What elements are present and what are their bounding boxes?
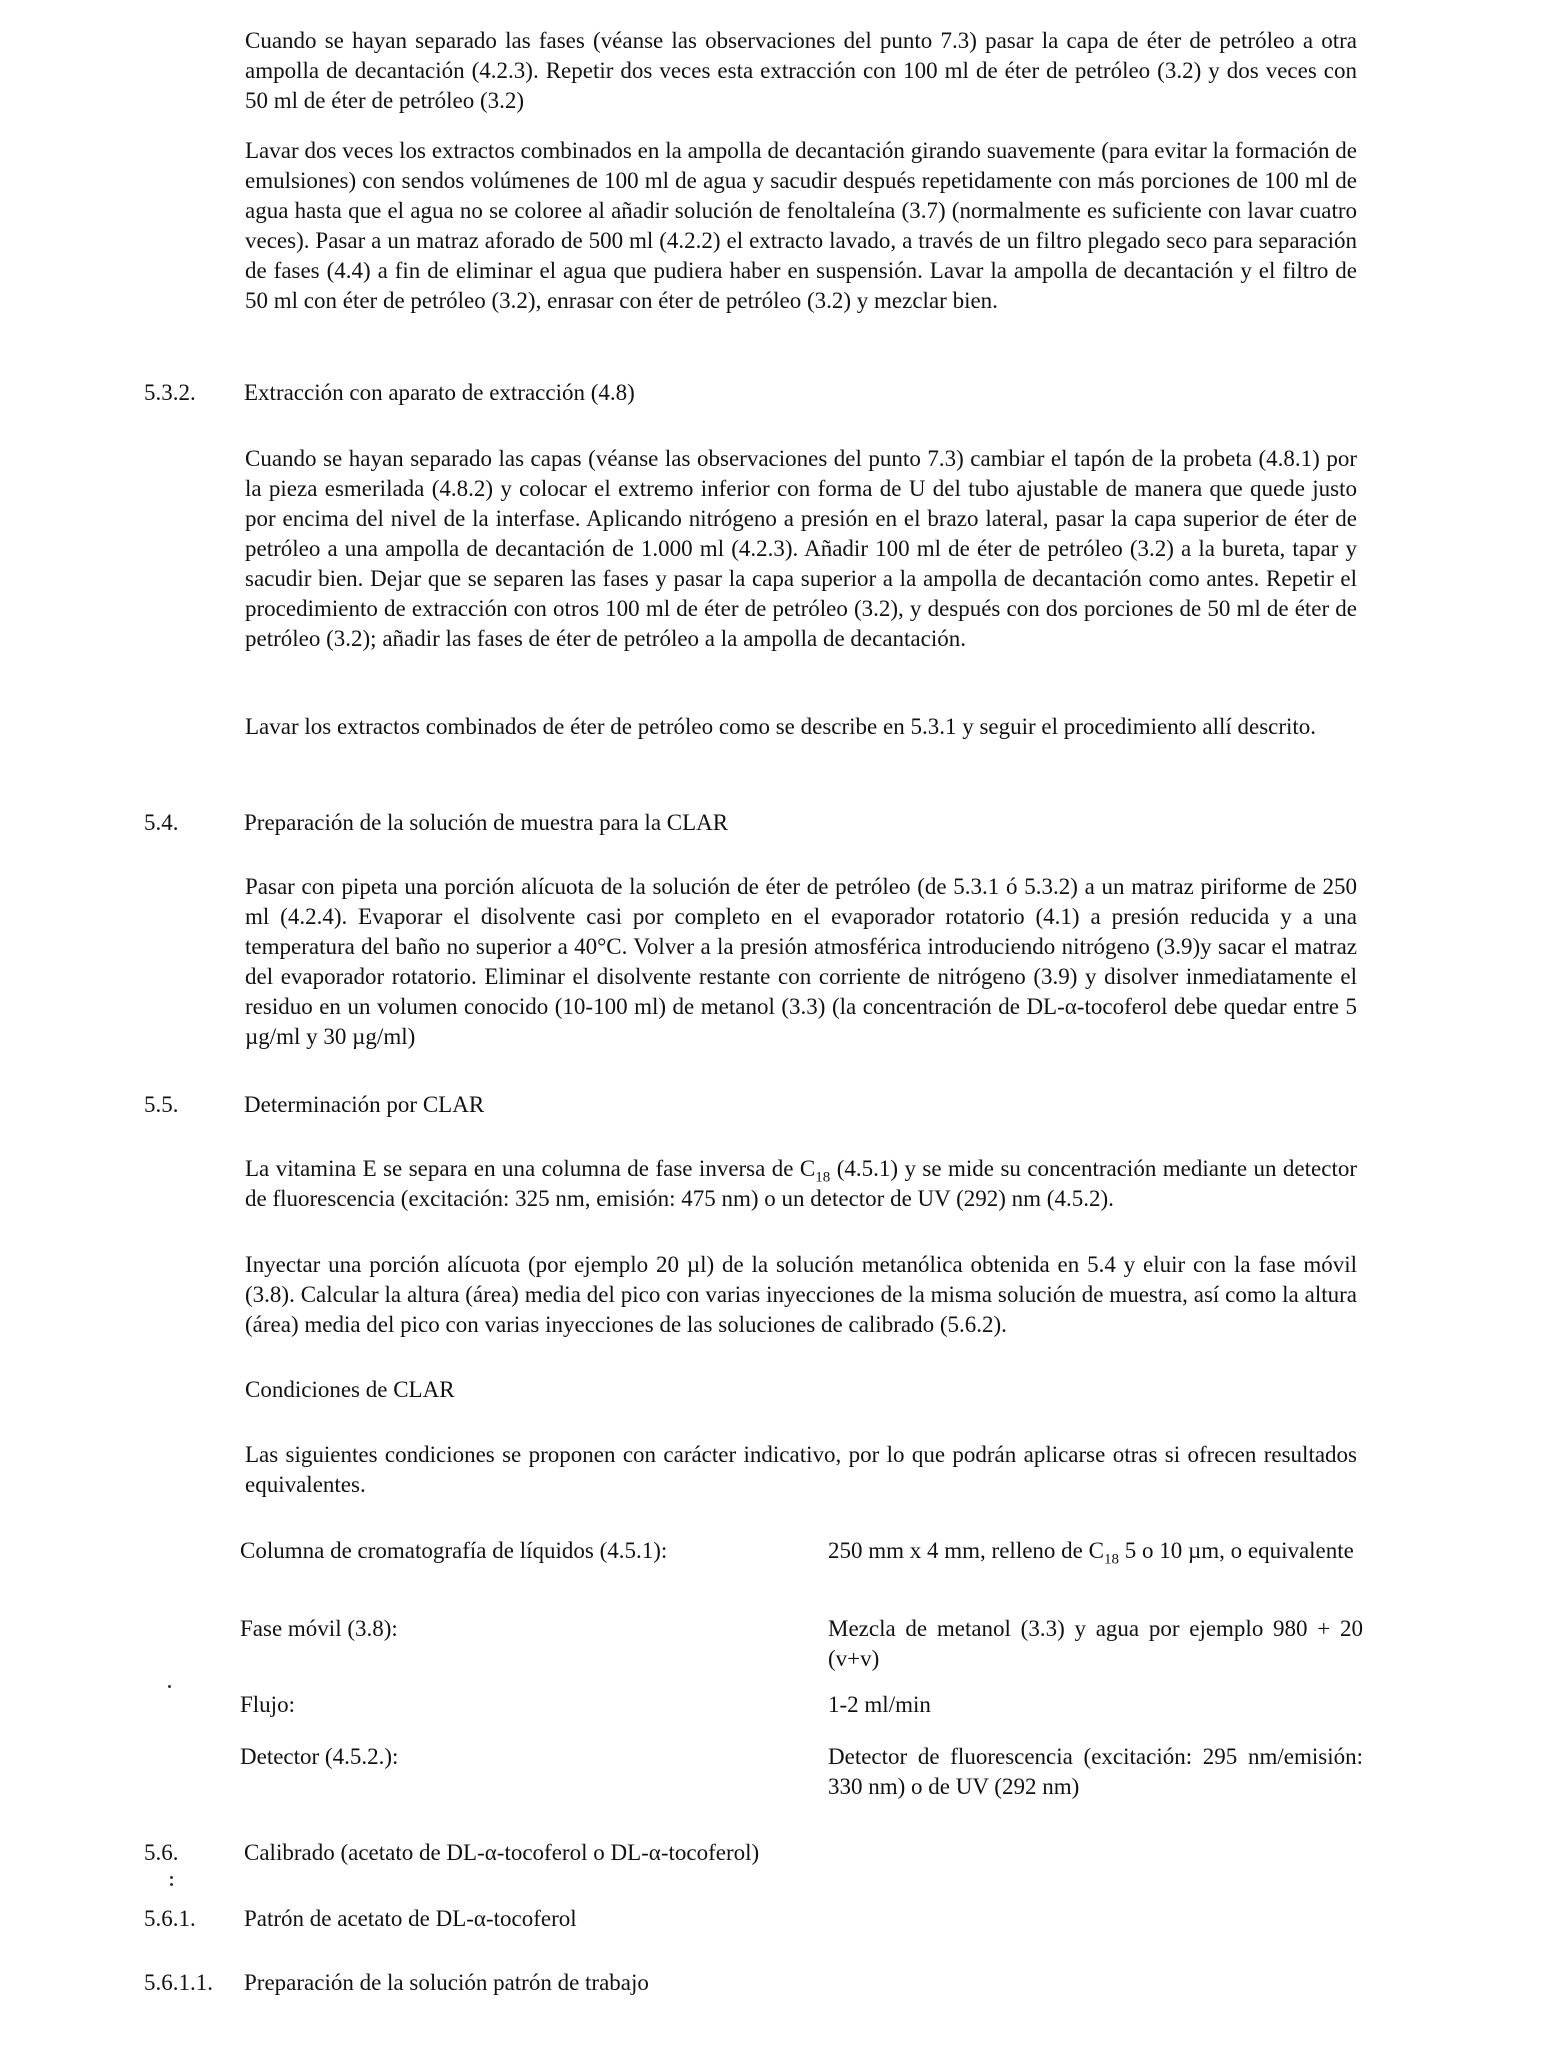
condition-value: Detector de fluorescencia (excitación: 295 nm/emisión: 330 nm) o de UV (292 nm) [828, 1744, 1363, 1799]
paragraph-vitamin-e-separation: La vitamina E se separa en una columna de fase inversa de $C_{18}$ (4.5.1) y se mide su concentración mediante un detector de fluorescencia (excitación: 325 nm, emisión: 475 nm) o un detector de UV (292) nm (4.5.2). [245, 1156, 1357, 1211]
paragraph-wash-combined: Lavar los extractos combinados de éter de petróleo como se describe en 5.3.1 y seguir el procedimiento allí descrito. [245, 714, 1317, 739]
section-title: Calibrado (acetato de DL-α-tocoferol o DL-α-tocoferol) [244, 1840, 760, 1865]
scan-speck [170, 1876, 173, 1879]
section-title: Determinación por CLAR [244, 1092, 485, 1117]
paragraph-sample-preparation: Pasar con pipeta una porción alícuota de la solución de éter de petróleo (de 5.3.1 ó 5.3.2) a un matraz piriforme de 250 ml (4.2.4). Evaporar el disolvente casi por completo en el evaporador rotatorio (4.1) a presión reducida y a una temperatura del baño no superior a 40°C. Volver a la presión atmosférica introduciendo nitrógeno (3.9)y sacar el matraz del evaporador rotatorio. Eliminar el disolvente restante con corriente de nitrógeno (3.9) y disolver inmediatamente el residuo en un volumen conocido (10-100 ml) de metanol (3.3) (la concentración de DL-α-tocoferol debe quedar entre 5 µg/ml y 30 µg/ml) [245, 874, 1357, 1049]
heading-5-6-1 [144, 1904, 1354, 1934]
heading-5-6-1-1 [144, 1968, 1354, 1998]
condition-label: Columna de cromatografía de líquidos (4.5.1): [240, 1538, 668, 1563]
section-number: 5.5. [144, 1092, 179, 1117]
section-title: Patrón de acetato de DL-α-tocoferol [244, 1906, 577, 1931]
section-title: Preparación de la solución de muestra para la CLAR [244, 810, 729, 835]
condition-label: Fase móvil (3.8): [240, 1616, 398, 1641]
section-number: 5.6.1.1. [144, 1970, 213, 1995]
heading-5-4 [144, 808, 1354, 838]
heading-5-5 [144, 1090, 1354, 1120]
section-title: Preparación de la solución patrón de trabajo [244, 1970, 649, 1995]
section-title: Extracción con aparato de extracción (4.8) [244, 380, 635, 405]
scan-speck [168, 1685, 171, 1688]
scan-speck [170, 1883, 173, 1886]
condition-value: 1-2 ml/min [828, 1692, 931, 1717]
heading-5-3-2 [144, 378, 1354, 408]
paragraph-injection: Inyectar una porción alícuota (por ejemplo 20 µl) de la solución metanólica obtenida en 5.4 y eluir con la fase móvil (3.8). Calcular la altura (área) media del pico con varias inyecciones de la misma solución de muestra, así como la altura (área) media del pico con varias inyecciones de las soluciones de calibrado (5.6.2). [245, 1252, 1357, 1337]
section-number: 5.6. [144, 1840, 179, 1865]
subheading-clar-conditions: Condiciones de CLAR [245, 1377, 455, 1402]
heading-5-6 [144, 1838, 1354, 1868]
condition-label: Detector (4.5.2.): [240, 1744, 399, 1769]
paragraph-indicative-conditions: Las siguientes condiciones se proponen con carácter indicativo, por lo que podrán aplicarse otras si ofrecen resultados equivalentes. [245, 1442, 1357, 1497]
paragraph-washing-extracts: Lavar dos veces los extractos combinados en la ampolla de decantación girando suavemente (para evitar la formación de emulsiones) con sendos volúmenes de 100 ml de agua y sacudir después repetidamente con más porciones de 100 ml de agua hasta que el agua no se coloree al añadir solución de fenoltaleína (3.7) (normalmente es suficiente con lavar cuatro veces). Pasar a un matraz aforado de 500 ml (4.2.2) el extracto lavado, a través de un filtro plegado seco para separación de fases (4.4) a fin de eliminar el agua que pudiera haber en suspensión. Lavar la ampolla de decantación y el filtro de 50 ml con éter de petróleo (3.2), enrasar con éter de petróleo (3.2) y mezclar bien. [245, 138, 1357, 313]
section-number: 5.6.1. [144, 1906, 196, 1931]
paragraph-extraction-apparatus: Cuando se hayan separado las capas (véanse las observaciones del punto 7.3) cambiar el tapón de la probeta (4.8.1) por la pieza esmerilada (4.8.2) y colocar el extremo inferior con forma de U del tubo ajustable de manera que quede justo por encima del nivel de la interfase. Aplicando nitrógeno a presión en el brazo lateral, pasar la capa superior de éter de petróleo a una ampolla de decantación de 1.000 ml (4.2.3). Añadir 100 ml de éter de petróleo (3.2) a la bureta, tapar y sacudir bien. Dejar que se separen las fases y pasar la capa superior a la ampolla de decantación como antes. Repetir el procedimiento de extracción con otros 100 ml de éter de petróleo (3.2), y después con dos porciones de 50 ml de éter de petróleo (3.2); añadir las fases de éter de petróleo a la ampolla de decantación. [245, 446, 1357, 651]
condition-value: Mezcla de metanol (3.3) y agua por ejemplo 980 + 20 (v+v) [828, 1616, 1363, 1671]
condition-label: Flujo: [240, 1692, 295, 1717]
paragraph-separation-phases: Cuando se hayan separado las fases (véanse las observaciones del punto 7.3) pasar la capa de éter de petróleo a otra ampolla de decantación (4.2.3). Repetir dos veces esta extracción con 100 ml de éter de petróleo (3.2) y dos veces con 50 ml de éter de petróleo (3.2) [245, 28, 1357, 113]
condition-value: 250 mm x 4 mm, relleno de $C_{18}$ 5 o 10 µm, o equivalente [828, 1538, 1354, 1568]
section-number: 5.4. [144, 810, 179, 835]
section-number: 5.3.2. [144, 380, 196, 405]
